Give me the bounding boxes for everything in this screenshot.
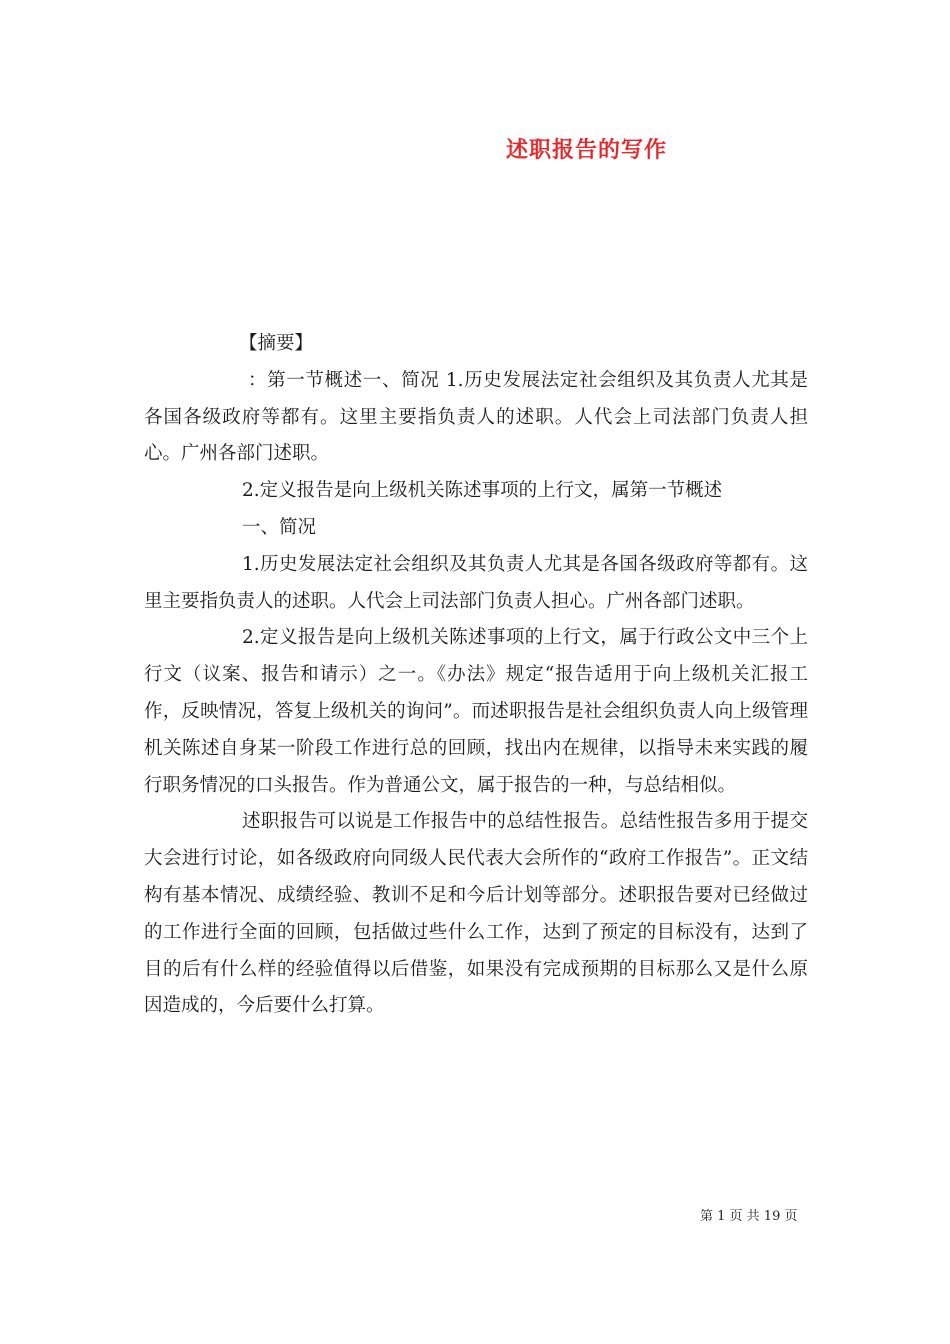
definition-summary-paragraph: 2.定义报告是向上级机关陈述事项的上行文，属第一节概述 <box>242 480 723 502</box>
abstract-label: 【摘要】 <box>239 333 314 354</box>
definition-paragraph: 2.定义报告是向上级机关陈述事项的上行文，属于行政公文中三个上行文（议案、报告和请示）之一。《办法》规定“报告适用于向上级机关汇报工作，反映情况，答复上级机关的询问”。而述职报告是社会组织负责人向上级管理机关陈述自身某一阶段工作进行总的回顾，找出内在规律，以指导未来实践的履行职务情况的口头报告。作为普通公文，属于报告的一种，与总结相似。 <box>144 627 808 796</box>
history-paragraph: 1.历史发展法定社会组织及其负责人尤其是各国各级政府等都有。这里主要指负责人的述职。人代会上司法部门负责人担心。广州各部门述职。 <box>144 553 808 612</box>
summary-report-paragraph: 述职报告可以说是工作报告中的总结性报告。总结性报告多用于提交大会进行讨论，如各级政府向同级人民代表大会所作的“政府工作报告”。正文结构有基本情况、成绩经验、教训不足和今后计划等部分。述职报告要对已经做过的工作进行全面的回顾，包括做过些什么工作，达到了预定的目标没有，达到了目的后有什么样的经验值得以后借鉴，如果没有完成预期的目标那么又是什么原因造成的，今后要什么打算。 <box>144 811 808 1017</box>
document-title: 述职报告的写作 <box>506 137 668 163</box>
section-heading: 一、简况 <box>242 516 317 538</box>
abstract-paragraph: ：第一节概述一、简况 1.历史发展法定社会组织及其负责人尤其是各国各级政府等都有。这里主要指负责人的述职。人代会上司法部门负责人担心。广州各部门述职。 <box>144 369 808 465</box>
page-number-footer: 第 1 页 共 19 页 <box>700 1209 798 1224</box>
document-body <box>144 326 808 1025</box>
